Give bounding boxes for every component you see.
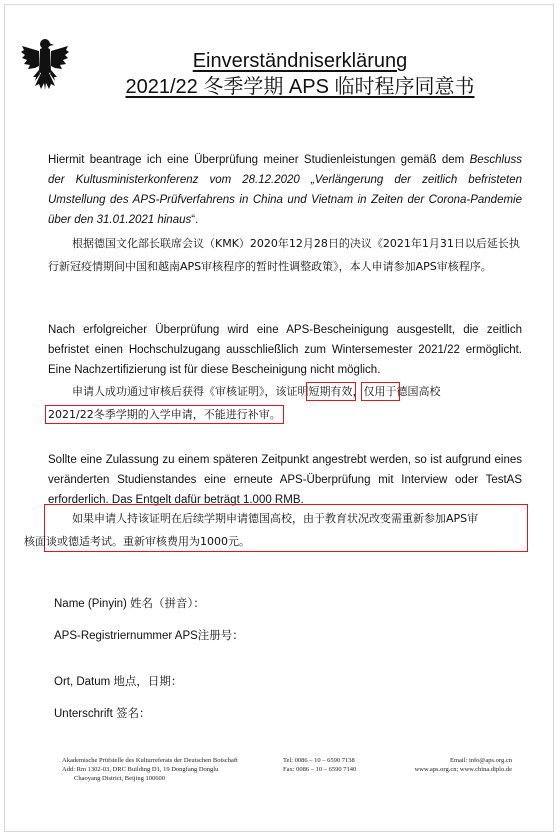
p2-text-a: 申请人成功通过审核后获得《审核证明》，该证明 (72, 385, 309, 398)
federal-eagle-icon (20, 36, 70, 92)
p3-line-1: 如果申请人持该证明在后续学期申请德国高校，由于教育状况改变需重新参加APS审 (72, 512, 479, 525)
paragraph-2-chinese (48, 380, 522, 426)
paragraph-1-german (48, 150, 522, 230)
footer-org: Akademische Prüfstelle des Kulturreferats der Deutschen Botschaft (62, 757, 238, 764)
footer-contact (394, 756, 512, 774)
footer-fax: Fax: 0086 – 10 – 6590 7140 (283, 766, 357, 773)
footer-city: Chaoyang District, Beijing 100600 (74, 775, 165, 782)
title-chinese: 2021/22 冬季学期 APS 临时程序同意书 (125, 76, 475, 98)
highlight-short-validity: 短期有效 (308, 385, 353, 398)
paragraph-1-chinese: 根据德国文化部长联席会议（KMK）2020年12月28日的决议《2021年1月31日以后延长执行新冠疫情期间中国和越南APS审核程序的暂时性调整政策》，本人申请参加APS审核程序。 (48, 237, 520, 273)
p2-text-c: 德国高校 (396, 385, 441, 398)
footer-street: Add: Rm 1302-03, DRC Building D1, 19 Dongfang Donglu (62, 766, 219, 773)
p1-italic: Beschluss der Kultusministerkonferenz vom 28.12.2020 „Verlängerung der zeitlich befristeten Umstellung des APS-Prüfverfahrens in China und Vietnam in Zeiten der Corona-Pandemie über den 31.01.2021 hinaus (48, 154, 522, 226)
footer-address (62, 756, 238, 783)
field-place-date: Ort, Datum 地点，日期： (54, 676, 183, 688)
paragraph-3-german: Sollte eine Zulassung zu einem späteren Zeitpunkt angestrebt werden, so ist aufgrund eines veränderten Studienstandes eine erneute APS-Überprüfung mit Interview oder TestAS erforderlich. Das Entgelt dafür beträgt 1.000 RMB. (48, 454, 522, 506)
highlight-only-for: 仅用于 (363, 385, 397, 398)
document-title (80, 48, 520, 100)
footer-tel: Tel: 0086 – 10 – 6590 7138 (283, 757, 355, 764)
footer-phone (283, 756, 356, 774)
p3-line-2: 核面谈或德适考试。重新审核费用为1000元。 (24, 535, 250, 548)
field-name: Name (Pinyin) 姓名（拼音）： (54, 598, 205, 610)
title-german: Einverständniserklärung (192, 50, 408, 72)
paragraph-3-chinese (24, 507, 522, 553)
p1-lead: Hiermit beantrage ich eine Überprüfung meiner Studienleistungen gemäß dem (48, 154, 470, 166)
p2-line-2: 2021/22冬季学期的入学申请，不能进行补审。 (48, 408, 281, 421)
field-signature: Unterschrift 签名： (54, 708, 151, 720)
p2-text-b: ， (352, 385, 364, 398)
field-aps-number: APS-Registriernummer APS注册号： (54, 630, 244, 642)
footer-web: www.aps.org.cn; www.china.diplo.de (414, 766, 512, 773)
footer-email: Email: info@aps.org.cn (449, 757, 512, 764)
paragraph-2-german: Nach erfolgreicher Überprüfung wird eine APS-Bescheinigung ausgestellt, die zeitlich befristet einen Hochschulzugang ausschließlich zum Wintersemester 2021/22 ermöglicht. Eine Nachzertifizierung ist für diese Bescheinigung nicht möglich. (48, 324, 522, 376)
p1-tail: “. (191, 214, 199, 226)
